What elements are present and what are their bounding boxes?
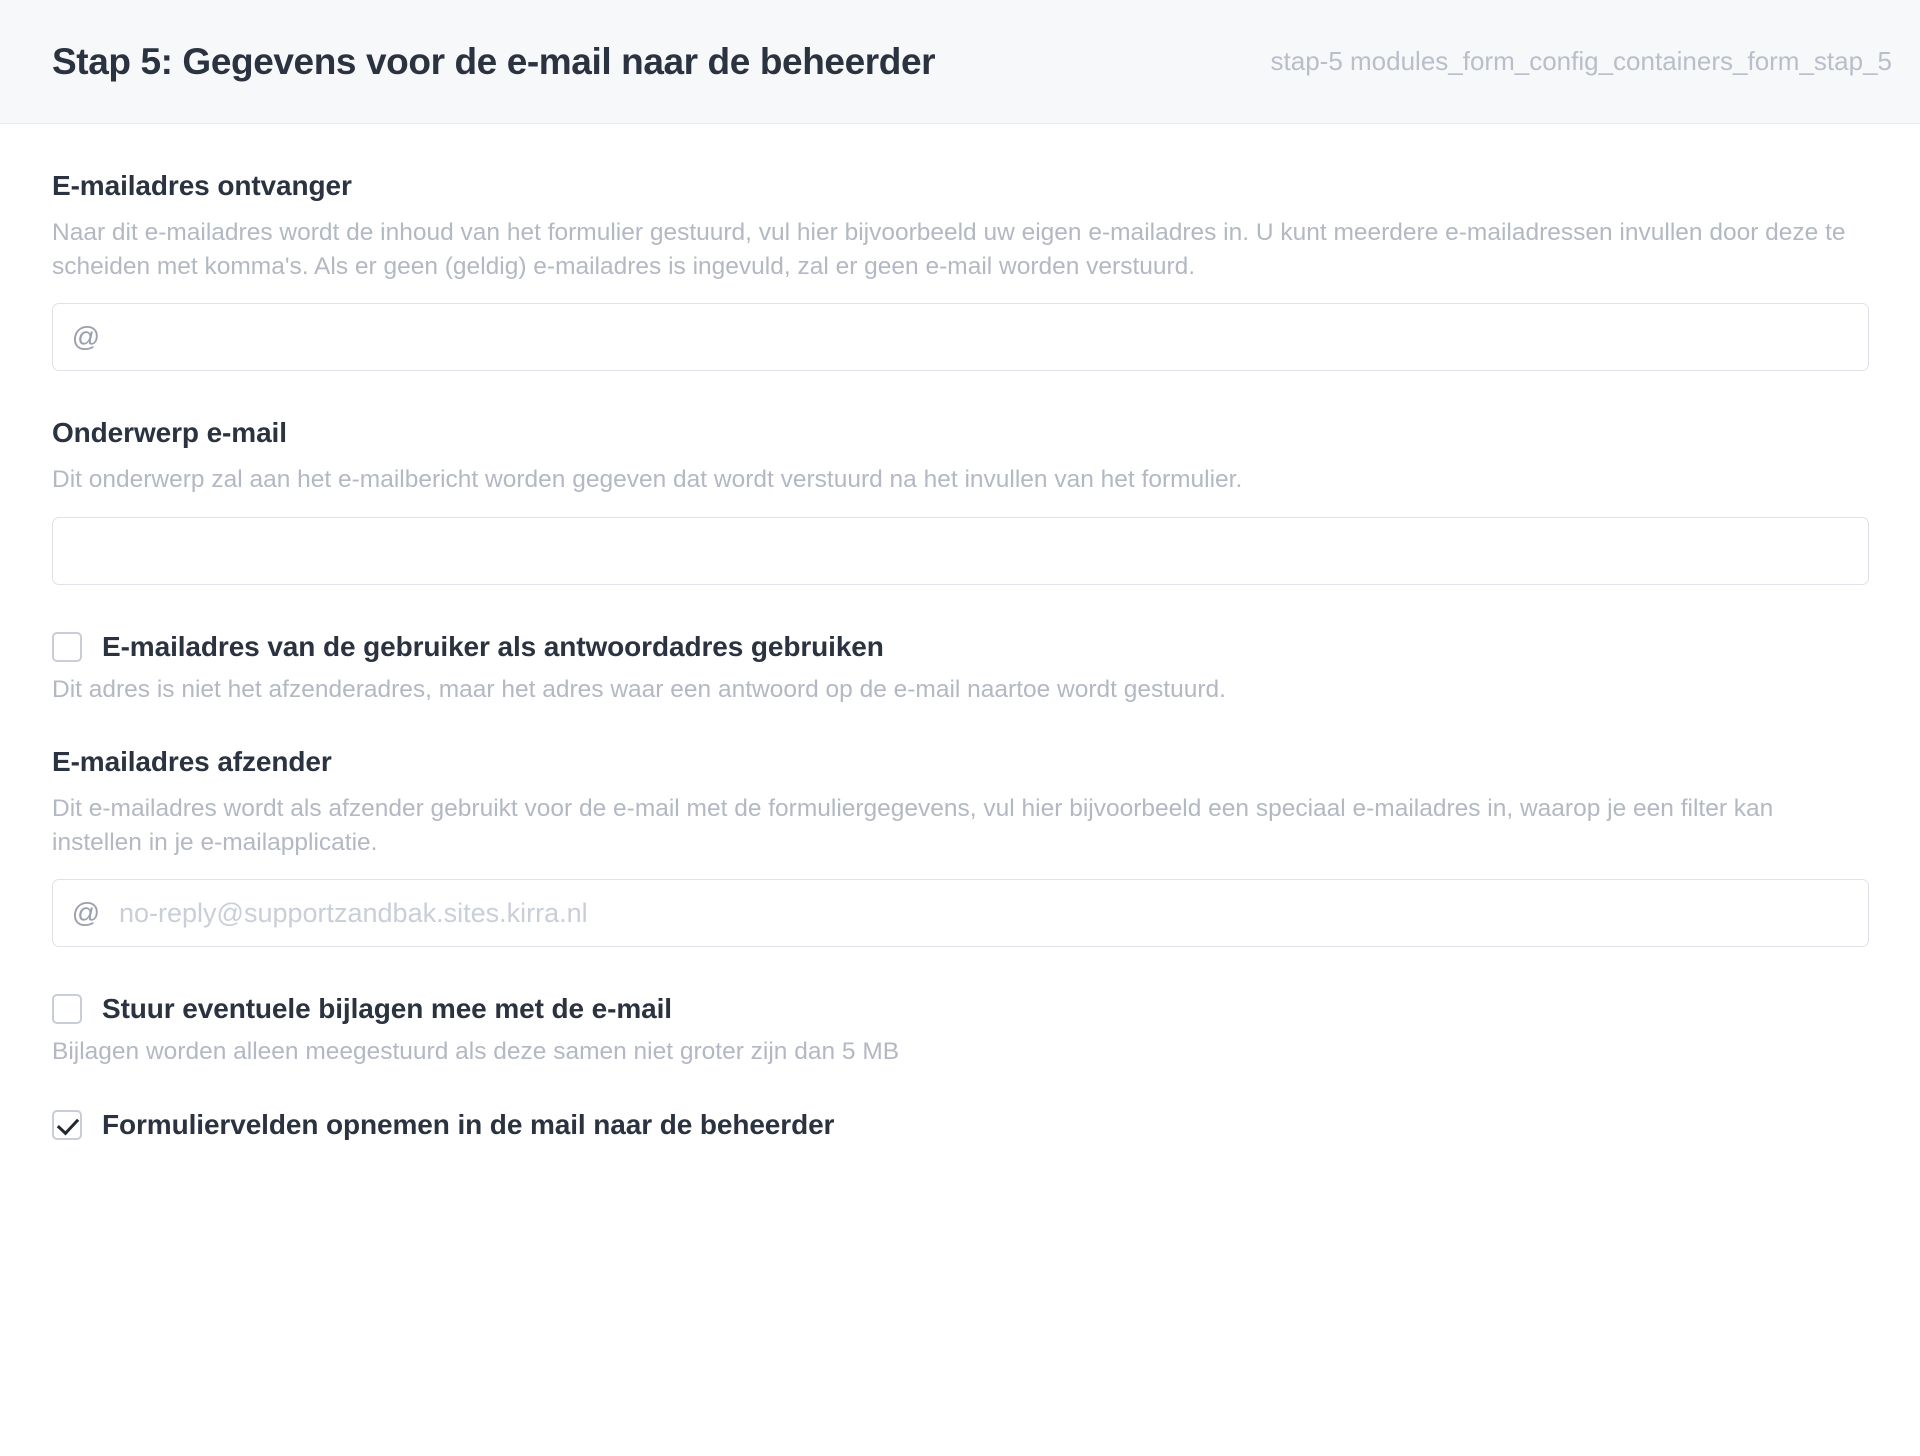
attachments-checkbox-row[interactable] [52, 993, 1868, 1025]
include-fields-label: Formuliervelden opnemen in de mail naar de beheerder [102, 1108, 835, 1140]
include-fields-checkbox[interactable] [52, 1110, 82, 1140]
reply-to-label: E-mailadres van de gebruiker als antwoordadres gebruiken [102, 630, 884, 662]
recipient-email-input[interactable] [119, 304, 1868, 370]
at-sign-icon: @ [71, 321, 101, 353]
recipient-email-label: E-mailadres ontvanger [52, 170, 352, 201]
reply-to-checkbox[interactable] [52, 632, 82, 662]
email-subject-input[interactable] [53, 518, 1868, 584]
step-reference-label: stap-5 modules_form_config_containers_form_stap_5 [1270, 46, 1892, 76]
sender-email-input[interactable] [119, 880, 1868, 946]
field-email-subject [52, 417, 1868, 585]
email-subject-input-wrap[interactable] [52, 517, 1869, 585]
sender-email-help: Dit e-mailadres wordt als afzender gebruikt voor de e-mail met de formuliergegevens, vul hier bijvoorbeeld een speciaal e-mailadres in, waarop je een filter kan instellen in je e-mailapplicatie. [52, 795, 1774, 856]
form-body [0, 124, 1920, 1141]
step-header [0, 0, 1920, 124]
attachments-label: Stuur eventuele bijlagen mee met de e-mail [102, 993, 672, 1025]
field-sender-email [52, 746, 1868, 947]
reply-to-help: Dit adres is niet het afzenderadres, maar het adres waar een antwoord op de e-mail naartoe wordt gestuurd. [52, 675, 1226, 703]
page-title: Stap 5: Gegevens voor de e-mail naar de beheerder [52, 40, 936, 82]
attachments-checkbox[interactable] [52, 994, 82, 1024]
include-fields-checkbox-row[interactable] [52, 1109, 1868, 1141]
at-sign-icon: @ [71, 897, 101, 929]
sender-email-label: E-mailadres afzender [52, 746, 332, 778]
recipient-email-input-wrap[interactable] [52, 303, 1869, 371]
reply-to-checkbox-row[interactable] [52, 631, 1868, 663]
attachments-help: Bijlagen worden alleen meegestuurd als deze samen niet groter zijn dan 5 MB [52, 1038, 900, 1066]
sender-email-input-wrap[interactable] [52, 879, 1869, 947]
email-subject-label: Onderwerp e-mail [52, 417, 287, 449]
email-subject-help: Dit onderwerp zal aan het e-mailbericht worden gegeven dat wordt verstuurd na het invullen van het formulier. [52, 466, 1243, 494]
field-recipient-email [52, 170, 1868, 371]
recipient-email-help: Naar dit e-mailadres wordt de inhoud van het formulier gestuurd, vul hier bijvoorbeeld uw eigen e-mailadres in. U kunt meerdere e-mailadressen invullen door deze te scheiden met komma's. Als er geen (geldig) e-mailadres is ingevuld, zal er geen e-mail worden verstuurd. [52, 219, 1846, 280]
